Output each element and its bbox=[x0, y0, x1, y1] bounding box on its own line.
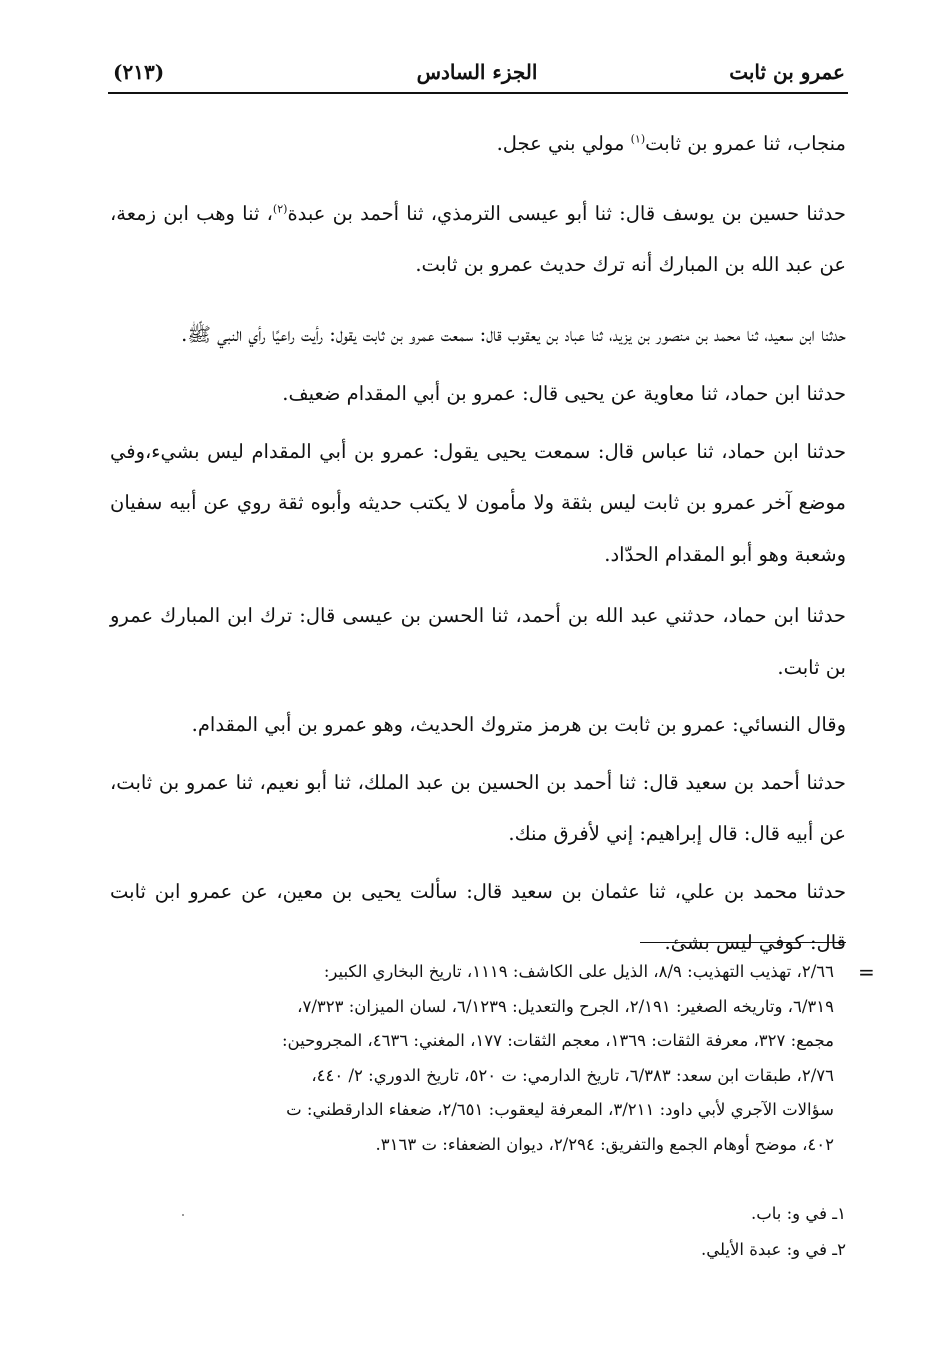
editor-note-1: ١ـ في و: باب. bbox=[750, 1204, 846, 1223]
editor-notes bbox=[110, 1196, 846, 1268]
footnotes-block bbox=[110, 955, 834, 1162]
paragraph-4: حدثنا ابن حماد، ثنا معاوية عن يحيى قال: عمرو بن أبي المقدام ضعيف. bbox=[282, 382, 846, 405]
paragraph-1-text-a: منجاب، ثنا عمرو بن ثابت bbox=[645, 132, 846, 155]
paragraph-2-text-b: ، ثنا وهب ابن زمعة، عن عبد الله بن المبارك أنه ترك حديث عمرو بن ثابت. bbox=[110, 201, 846, 276]
footnote-line: ٤٠٢، موضح أوهام الجمع والتفريق: ٢/٢٩٤، ديوان الضعفاء: ت ٣١٦٣. bbox=[375, 1134, 834, 1154]
paragraph-2 bbox=[110, 188, 846, 291]
footnote-line: ٦/٣١٩، وتاريخه الصغير: ٢/١٩١، الجرح والتعديل: ٦/١٢٣٩، لسان الميزان: ٧/٣٢٣، bbox=[297, 996, 834, 1016]
paragraph-1-text-b: مولي بني عجل. bbox=[496, 132, 631, 155]
header-divider bbox=[108, 92, 848, 94]
paragraph-6: حدثنا ابن حماد، حدثني عبد الله بن أحمد، ثنا الحسن بن عيسى قال: ترك ابن المبارك عمرو بن ثابت. bbox=[110, 604, 846, 679]
footnote-continuation-mark: = bbox=[858, 960, 875, 984]
running-header bbox=[105, 50, 849, 92]
paragraph-2-text-a: حدثنا حسين بن يوسف قال: ثنا أبو عيسى الترمذي، ثنا أحمد بن عبدة bbox=[287, 201, 846, 225]
paragraph-9: حدثنا محمد بن علي، ثنا عثمان بن سعيد قال: سألت يحيى بن معين، عن عمرو ابن ثابت قال: كوفي ليس بشئ. bbox=[110, 879, 846, 954]
paragraph-3: حدثنا ابن سعيد، ثنا محمد بن منصور بن يزيد، ثنا عباد بن يعقوب قال: سمعت عمرو بن ثابت يقول: رأيت راعيًا رأي النبي ﷺ. bbox=[181, 322, 846, 346]
paragraph-8: حدثنا أحمد بن سعيد قال: ثنا أحمد بن الحسين بن عبد الملك، ثنا أبو نعيم، ثنا عمرو بن ثابت، عن أبيه قال: قال إبراهيم: إني لأفرق منك. bbox=[110, 770, 846, 845]
footnote-line: ٢/٧٦، طبقات ابن سعد: ٦/٣٨٣، تاريخ الدارمي: ت ٥٢٠، تاريخ الدوري: ٢/ ٤٤٠، bbox=[311, 1065, 834, 1085]
main-text bbox=[110, 118, 846, 969]
paragraph-5: حدثنا ابن حماد، ثنا عباس قال: سمعت يحيى يقول: عمرو بن أبي المقدام ليس بشيء،وفي موضع آخر عمرو بن ثابت ليس بثقة ولا مأمون لا يكتب حديثه وأبوه ثقة روي عن أبيه سفيان وشعبة وهو أبو المقدام الحدّاد. bbox=[110, 439, 846, 566]
footnote-line: مجمع: ٣٢٧، معرفة الثقات: ١٣٦٩، معجم الثقات: ١٧٧، المغني: ٤٦٣٦، المجروحين: bbox=[281, 1031, 834, 1050]
footnote-separator bbox=[640, 942, 846, 943]
footnote-ref-1: (١) bbox=[630, 132, 646, 146]
editor-note-2: ٢ـ في و: عبدة الأيلي. bbox=[700, 1240, 846, 1259]
footnote-line: ٢/٦٦، تهذيب التهذيب: ٨/٩، الذيل على الكاشف: ١١١٩، تاريخ البخاري الكبير: bbox=[323, 962, 834, 981]
paragraph-7: وقال النسائي: عمرو بن ثابت بن هرمز متروك الحديث، وهو عمرو بن أبي المقدام. bbox=[191, 713, 846, 736]
footnote-line: سؤالات الآجري لأبي داود: ٣/٢١١، المعرفة ليعقوب: ٢/٦٥١، ضعفاء الدارقطني: ت bbox=[286, 1100, 834, 1119]
header-volume-title: الجزء السادس bbox=[416, 60, 538, 84]
page-number: (٢١٣) bbox=[113, 60, 165, 84]
paragraph-1 bbox=[110, 118, 846, 170]
footnote-ref-2: (٢) bbox=[272, 202, 288, 215]
header-entry-title: عمرو بن ثابت bbox=[729, 60, 845, 84]
